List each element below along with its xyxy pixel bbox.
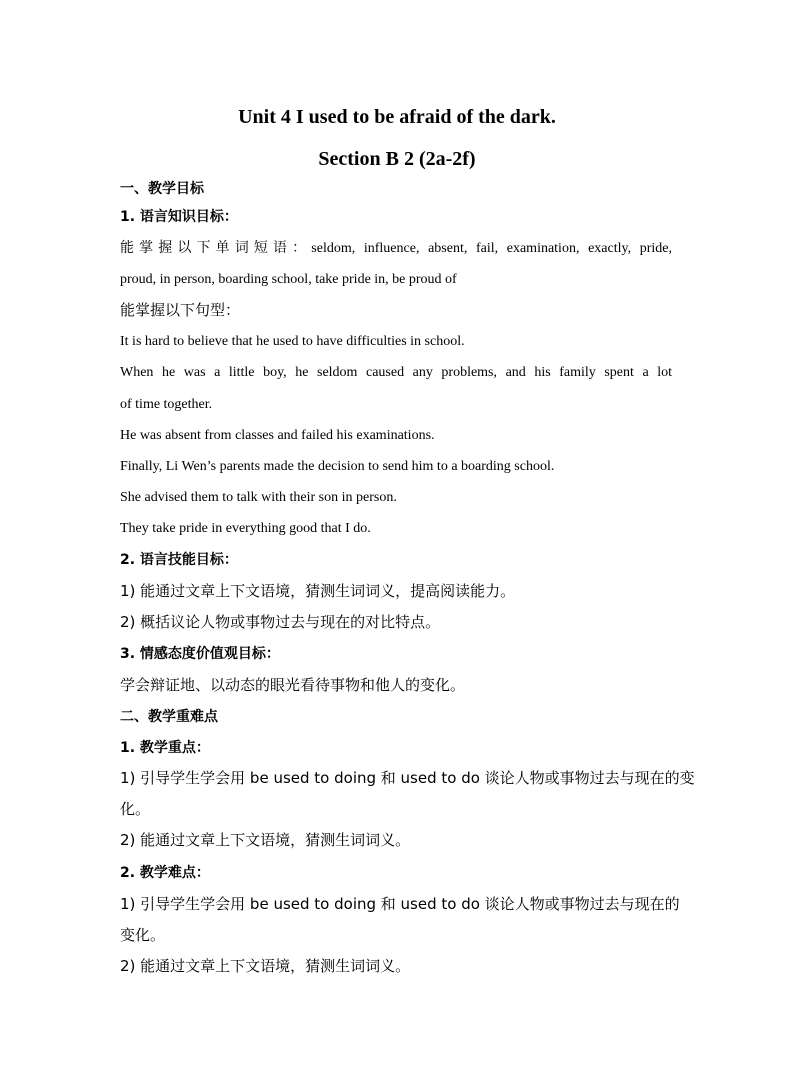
sentence-pattern-1: It is hard to believe that he used to have difficulties in school.	[120, 334, 465, 349]
key-point-2: 2) 能通过文章上下文语境，猜测生词词义。	[120, 831, 411, 849]
document-title: Unit 4 I used to be afraid of the dark.	[238, 106, 556, 128]
document-subtitle: Section B 2 (2a-2f)	[318, 148, 476, 170]
sentence-patterns-label: 能掌握以下句型：	[120, 301, 241, 319]
sentence-pattern-4: Finally, Li Wen’s parents made the decision to send him to a boarding school.	[120, 459, 555, 474]
sentence-pattern-2b: of time together.	[120, 397, 213, 412]
difficult-point-2: 2) 能通过文章上下文语境，猜测生词词义。	[120, 957, 411, 975]
difficult-point-1a: 1) 引导学生学会用 be used to doing 和 used to do 谈论人物或事物过去与现在的	[120, 895, 680, 913]
difficult-point-1b: 变化。	[120, 926, 166, 944]
section-heading-key-difficult-points: 二、教学重难点	[120, 709, 218, 725]
sentence-pattern-6: They take pride in everything good that I do.	[120, 521, 371, 536]
sentence-pattern-2a: When he was a little boy, he seldom caused any problems, and his family spent a lot	[120, 365, 672, 380]
key-point-1b: 化。	[120, 800, 151, 818]
sentence-pattern-5: She advised them to talk with their son in person.	[120, 490, 397, 505]
subheading-key-points: 1. 教学重点：	[120, 740, 210, 756]
subheading-language-knowledge: 1. 语言知识目标：	[120, 209, 238, 225]
vocabulary-line-1: 能掌握以下单词短语：seldom, influence, absent, fail, examination, exactly, pride,	[120, 241, 672, 256]
subheading-difficult-points: 2. 教学难点：	[120, 865, 210, 881]
subheading-language-skills: 2. 语言技能目标：	[120, 552, 238, 568]
sentence-pattern-3: He was absent from classes and failed his examinations.	[120, 428, 435, 443]
emotion-attitude-text: 学会辩证地、以动态的眼光看待事物和他人的变化。	[120, 676, 466, 694]
key-point-1a: 1) 引导学生学会用 be used to doing 和 used to do 谈论人物或事物过去与现在的变	[120, 769, 695, 787]
subheading-emotion-attitude: 3. 情感态度价值观目标：	[120, 646, 280, 662]
skill-item-1: 1) 能通过文章上下文语境，猜测生词词义，提高阅读能力。	[120, 582, 516, 600]
vocabulary-line-2: proud, in person, boarding school, take pride in, be proud of	[120, 272, 457, 287]
section-heading-teaching-objectives: 一、教学目标	[120, 181, 204, 197]
skill-item-2: 2) 概括议论人物或事物过去与现在的对比特点。	[120, 613, 441, 631]
